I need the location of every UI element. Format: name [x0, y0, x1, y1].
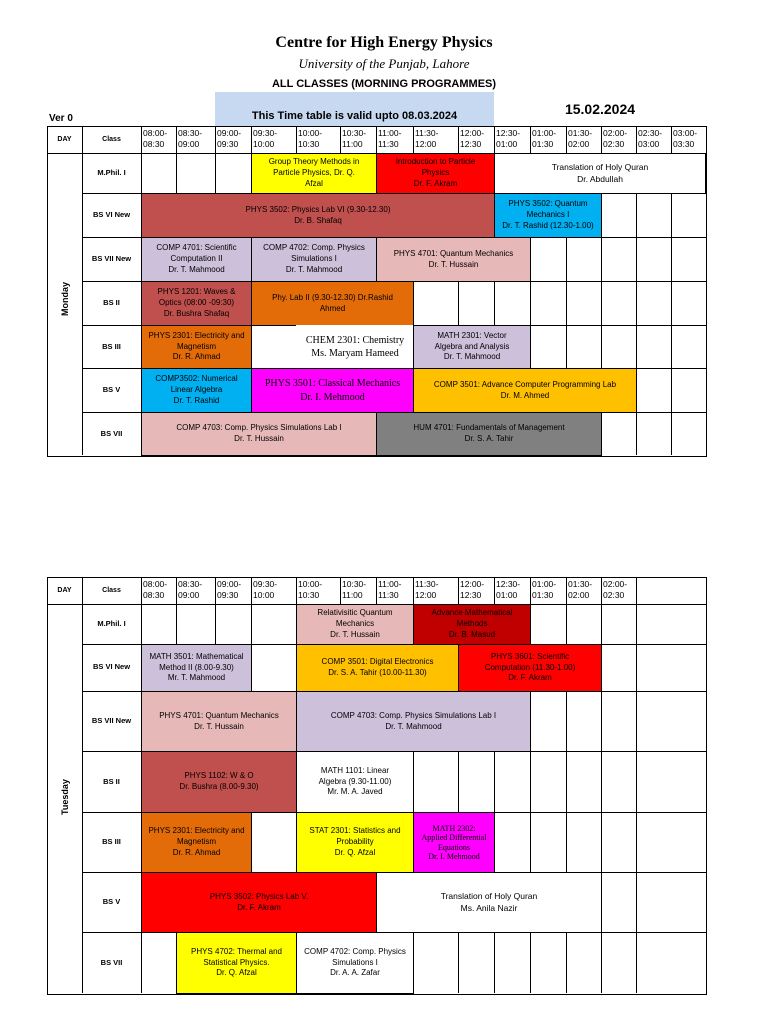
time-slot-header: 11:30-12:00 [415, 128, 439, 149]
course-instructor: Dr. T. Hussain [234, 434, 284, 443]
course-title: PHYS 3502: Physics Lab VI (9.30-12.30) [245, 204, 391, 214]
course-cell [141, 325, 252, 369]
course-cell [296, 691, 531, 752]
course-detail: Statistical Physics. [203, 957, 270, 967]
time-slot-header: 08:30-09:00 [178, 579, 203, 600]
course-title: PHYS 3501: Classical Mechanics [264, 378, 401, 389]
course-title: Introduction to Particle [395, 157, 476, 167]
course-cell [296, 325, 414, 369]
course-detail: Particle Physics, Dr. Q. [273, 168, 355, 178]
course-detail: Linear Algebra [170, 385, 223, 395]
course-cell [251, 153, 377, 194]
course-title: COMP 3501: Advance Computer Programming Lab [433, 379, 617, 389]
version-label: Ver 0 [49, 113, 73, 124]
time-slot-header: 08:00-08:30 [143, 128, 168, 149]
course-instructor: Afzal [305, 178, 323, 188]
course-title: COMP 4702: Comp. Physics [263, 243, 365, 253]
course-detail: Method II (8.00-9.30) [159, 662, 234, 672]
class-label: BS II [103, 777, 120, 786]
course-title: Phy. Lab II (9.30-12.30) Dr.Rashid [272, 292, 393, 302]
course-title: PHYS 1102: W & O [184, 771, 254, 781]
class-column-header: Class [102, 587, 121, 594]
course-cell [251, 237, 377, 282]
course-cell [413, 368, 637, 413]
course-title: PHYS 3502: Physics Lab V. [209, 891, 309, 901]
course-cell [141, 691, 297, 752]
course-instructor: Dr. T. Mahmood [443, 352, 501, 362]
course-title: COMP 4703: Comp. Physics Simulations Lab I [330, 710, 497, 720]
validity-note: This Time table is valid upto 08.03.2024 [251, 110, 458, 122]
course-title: COMP 4702: Comp. Physics [304, 946, 406, 956]
course-cell [296, 932, 414, 994]
course-detail: Physics [421, 168, 450, 178]
time-slot-header: 09:30-10:00 [253, 128, 278, 149]
course-instructor: Dr. F. Akram [413, 178, 458, 188]
time-slot-header: 10:30-11:00 [342, 128, 367, 149]
course-detail: Equations [438, 842, 470, 852]
course-cell [296, 812, 414, 873]
course-detail: Computation (11.30-1.00) [484, 662, 576, 672]
time-slot-header: 02:00-02:30 [603, 579, 628, 600]
course-cell [141, 644, 252, 692]
class-column-header: Class [102, 136, 121, 143]
course-cell [376, 237, 531, 282]
time-slot-header: 08:00-08:30 [143, 579, 168, 600]
course-detail: Simulations I [332, 957, 378, 967]
time-slot-header: 10:00-10:30 [298, 128, 323, 149]
col-divider [636, 577, 637, 993]
page-title: Centre for High Energy Physics [275, 34, 493, 51]
course-title: Translation of Holy Quran [440, 891, 538, 902]
course-cell [296, 644, 459, 692]
course-title: PHYS 1201: Waves & [157, 287, 236, 297]
course-cell [376, 153, 495, 194]
class-label: BS VII [100, 958, 123, 967]
course-cell [413, 325, 531, 369]
course-instructor: Dr. B. Masud [448, 629, 496, 639]
course-title: COMP 3501: Digital Electronics [321, 657, 434, 667]
course-title: COMP3502: Numerical [155, 374, 238, 384]
time-slot-header: 11:00-11:30 [378, 579, 402, 600]
course-detail: Magnetism [176, 837, 217, 847]
class-label: BS III [102, 837, 121, 846]
course-cell [251, 368, 414, 413]
course-title: STAT 2301: Statistics and [309, 826, 401, 836]
course-title: COMP 4701: Scientific [156, 243, 237, 253]
course-title: Translation of Holy Quran [551, 162, 649, 173]
class-label: BS VII New [91, 716, 132, 725]
course-detail: Methods [456, 619, 488, 629]
course-instructor: Dr. S. A. Tahir [464, 434, 514, 443]
class-label: BS VI New [92, 662, 131, 671]
course-cell [141, 368, 252, 413]
class-label: BS VI New [92, 210, 131, 219]
course-detail: Optics (08:00 -09:30) [158, 298, 235, 308]
course-instructor: Dr. I. Mehmood [428, 851, 480, 861]
course-instructor: Mr. T. Mahmood [167, 673, 226, 683]
time-slot-header: 10:00-10:30 [298, 579, 323, 600]
course-instructor: Dr. Abdullah [577, 173, 623, 184]
course-title: MATH 2301: Vector [437, 330, 507, 340]
course-cell [251, 281, 414, 326]
course-instructor: Dr. I. Mehmood [300, 391, 365, 403]
course-title: Relativisitic Quantum [317, 608, 393, 618]
class-label: BS III [102, 342, 121, 351]
course-title: PHYS 4701: Quantum Mechanics [393, 248, 514, 258]
course-detail: Computation II [170, 254, 223, 264]
course-instructor: Dr. S. A. Tahir (10.00-11.30) [328, 668, 427, 677]
course-title: Group Theory Methods in [268, 157, 360, 167]
issue-date: 15.02.2024 [564, 101, 636, 117]
time-slot-header: 02:30-03:00 [638, 128, 663, 149]
course-detail: Algebra (9.30-11.00) [318, 776, 392, 786]
university-name: University of the Punjab, Lahore [298, 56, 470, 71]
course-cell [176, 932, 297, 994]
course-instructor: Dr. Q. Afzal [216, 968, 257, 978]
course-detail: Algebra and Analysis [434, 341, 510, 351]
course-instructor: Dr. T. Mahmood [168, 264, 225, 274]
course-instructor: Mr. M. A. Javed [327, 787, 383, 797]
programme-label: ALL CLASSES (MORNING PROGRAMMES) [271, 78, 497, 90]
course-cell [141, 751, 297, 813]
time-slot-header: 11:30-12:00 [415, 579, 439, 600]
course-detail: Simulations I [291, 254, 337, 264]
course-cell [141, 237, 252, 282]
time-slot-header: 12:30-01:00 [496, 128, 521, 149]
course-cell [141, 281, 252, 326]
class-label: BS VII [100, 429, 123, 438]
course-title: PHYS 4701: Quantum Mechanics [159, 710, 279, 720]
class-label: BS VII New [91, 254, 132, 263]
course-instructor: Dr. T. Hussain [428, 259, 479, 269]
course-title: HUM 4701: Fundamentals of Management [413, 423, 565, 433]
course-detail: Probability [336, 837, 374, 847]
day-label: Tuesday [60, 779, 70, 815]
course-detail: Magnetism [176, 341, 217, 351]
course-instructor: Dr. T. Rashid [173, 395, 220, 405]
day-label: Monday [60, 282, 70, 317]
course-cell [296, 604, 414, 645]
course-instructor: Dr. R. Ahmad [172, 847, 221, 857]
course-instructor: Dr. T. Mahmood [385, 721, 442, 731]
course-detail: Mechanics [335, 619, 375, 629]
course-cell [141, 872, 377, 933]
course-instructor: Dr. F. Akram [508, 673, 552, 683]
course-instructor: Ms. Anila Nazir [460, 902, 518, 913]
time-slot-header: 01:00-01:30 [532, 579, 557, 600]
course-cell [141, 193, 495, 238]
course-instructor: Dr. Q. Afzal [334, 847, 376, 857]
class-label: BS V [102, 897, 121, 906]
day-column-header: DAY [57, 136, 72, 143]
course-instructor: Dr. A. A. Zafar [330, 968, 380, 978]
course-instructor: Dr. F. Akram [237, 902, 281, 912]
time-slot-header: 10:30-11:00 [342, 579, 367, 600]
course-cell [296, 751, 414, 813]
course-cell [494, 153, 706, 194]
time-slot-header: 11:00-11:30 [378, 128, 402, 149]
time-slot-header: 12:00-12:30 [460, 128, 485, 149]
course-detail: Mechanics I [526, 210, 570, 220]
course-instructor: Dr. B. Shafaq [294, 215, 342, 225]
course-title: PHYS 3502: Quantum [508, 199, 588, 209]
time-slot-header: 12:30-01:00 [496, 579, 521, 600]
time-slot-header: 02:00-02:30 [603, 128, 628, 149]
course-title: MATH 3501: Mathematical [149, 651, 244, 661]
course-cell [413, 812, 495, 873]
course-title: CHEM 2301: Chemistry [305, 334, 405, 346]
class-label: BS II [103, 298, 120, 307]
course-title: PHYS 2301: Electricity and [148, 330, 245, 340]
time-slot-header: 12:00-12:30 [460, 579, 485, 600]
time-slot-header: 09:00-09:30 [217, 579, 242, 600]
class-label: BS V [102, 385, 121, 394]
course-instructor: Dr. T. Hussain [194, 721, 244, 731]
course-instructor: Dr. Bushra Shafaq [163, 308, 230, 318]
course-title: Advance Mathematical [431, 608, 513, 618]
course-title: MATH 1101: Linear [320, 765, 390, 775]
course-instructor: Dr. T. Mahmood [285, 264, 343, 274]
class-label: M.Phil. I [97, 619, 126, 628]
course-instructor: Ms. Maryam Hameed [311, 348, 399, 359]
course-title: MATH 2302: [432, 824, 476, 834]
course-title: COMP 4703: Comp. Physics Simulations Lab I [176, 423, 342, 433]
course-detail: Applied Differential [421, 833, 487, 843]
course-cell [376, 412, 602, 456]
time-slot-header: 09:00-09:30 [217, 128, 242, 149]
time-slot-header: 01:30-02:00 [568, 128, 593, 149]
time-slot-header: 09:30-10:00 [253, 579, 278, 600]
course-instructor: Dr. R. Ahmad [172, 352, 221, 362]
time-slot-header: 01:30-02:00 [568, 579, 593, 600]
course-cell [458, 644, 602, 692]
course-title: PHYS 2301: Electricity and [148, 826, 245, 836]
course-instructor: Ahmed [319, 303, 346, 313]
course-cell [413, 604, 531, 645]
class-label: M.Phil. I [97, 168, 126, 177]
time-slot-header: 03:00-03:30 [673, 128, 698, 149]
course-instructor: Dr. Bushra (8.00-9.30) [179, 782, 259, 791]
time-slot-header: 01:00-01:30 [532, 128, 557, 149]
course-cell [141, 812, 252, 873]
course-cell [376, 872, 602, 933]
course-title: PHYS 3601: Scientific [490, 651, 570, 661]
day-column-header: DAY [57, 587, 72, 594]
course-cell [494, 193, 602, 238]
course-instructor: Dr. T. Rashid (12.30-1.00) [502, 220, 594, 230]
time-slot-header: 08:30-09:00 [178, 128, 203, 149]
course-cell [141, 412, 377, 456]
course-instructor: Dr. T. Hussain [330, 629, 380, 639]
course-title: PHYS 4702: Thermal and [190, 946, 282, 956]
course-instructor: Dr. M. Ahmed [500, 390, 550, 400]
